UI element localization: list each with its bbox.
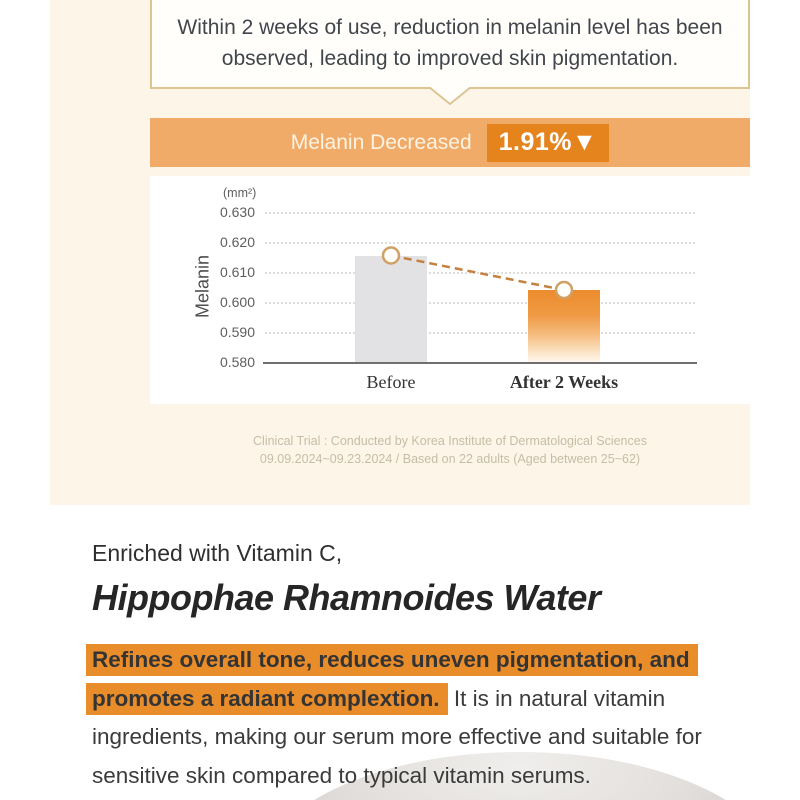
- y-tick-label: 0.600: [219, 294, 255, 310]
- result-banner-label: Melanin Decreased: [290, 130, 472, 154]
- description-rest: It is in natural vitamin ingredients, making our serum more effective and suitable for sensitive skin compared to typical vitamin serums.: [92, 685, 702, 788]
- callout-line2: observed, leading to improved skin pigmentation.: [221, 47, 679, 70]
- ingredient-copy-section: [92, 540, 724, 795]
- ingredient-description: [92, 641, 724, 795]
- y-axis-unit: (mm²): [223, 186, 257, 200]
- clinical-study-panel: [50, 0, 750, 505]
- ingredient-headline: Hippophae Rhamnoides Water: [92, 577, 601, 618]
- callout-line1: Within 2 weeks of use, reduction in melanin level has been: [177, 16, 723, 39]
- melanin-bar-chart: [150, 176, 750, 404]
- callout-pointer: [428, 87, 472, 106]
- y-tick-label: 0.610: [219, 264, 255, 280]
- ingredient-intro: Enriched with Vitamin C,: [92, 540, 343, 566]
- callout-bubble: [150, 0, 750, 89]
- y-tick-label: 0.630: [219, 204, 255, 220]
- y-axis-title: Melanin: [192, 254, 213, 319]
- y-tick-label: 0.580: [219, 354, 255, 370]
- x-axis-label: Before: [366, 372, 416, 392]
- x-axis-label: After 2 Weeks: [509, 372, 619, 392]
- result-banner: [150, 118, 750, 167]
- highlighted-claim: Refines overall tone, reduces uneven pigmentation, and promotes a radiant complextion.: [86, 644, 698, 715]
- trend-line-overlay: [150, 176, 750, 404]
- y-tick-label: 0.590: [219, 324, 255, 340]
- clinical-trial-footnote: [100, 432, 800, 468]
- result-percentage-badge: 1.91%▼: [487, 124, 610, 162]
- callout-text: [152, 0, 748, 74]
- y-tick-label: 0.620: [219, 234, 255, 250]
- footnote-line2: 09.09.2024~09.23.2024 / Based on 22 adults (Aged between 25~62): [259, 452, 641, 466]
- footnote-line1: Clinical Trial : Conducted by Korea Institute of Dermatological Sciences: [253, 434, 647, 448]
